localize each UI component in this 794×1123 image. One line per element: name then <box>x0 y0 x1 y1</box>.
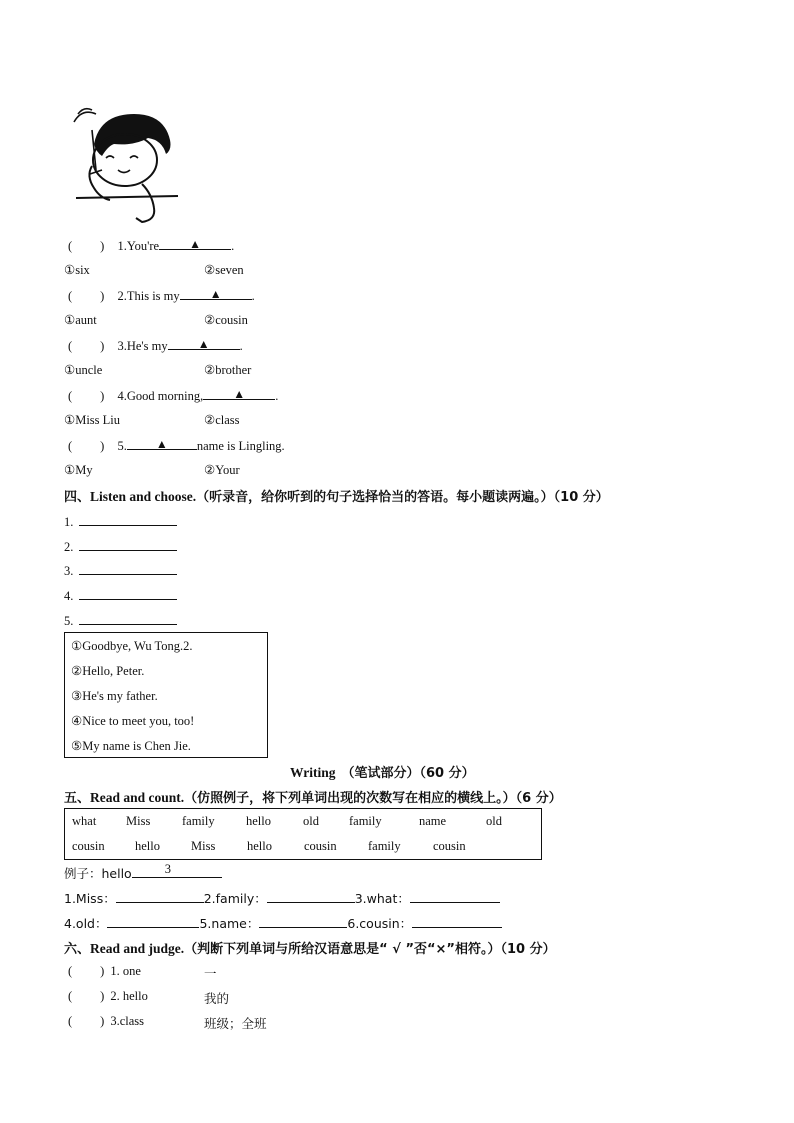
word: hello <box>246 814 271 828</box>
answer-blank[interactable] <box>259 915 347 928</box>
option-b: ②seven <box>204 263 244 277</box>
word: Miss <box>126 814 151 828</box>
word: hello <box>135 839 160 853</box>
word: cousin <box>304 839 337 853</box>
triangle-marker: ▲ <box>197 337 210 351</box>
judge-meaning: 一 <box>204 966 217 981</box>
answer-blank[interactable] <box>168 337 240 350</box>
judge-meaning: 班级；全班 <box>204 1016 267 1031</box>
answer-blank[interactable] <box>412 915 502 928</box>
option-a: ①My <box>64 463 93 477</box>
answer-blank[interactable] <box>107 915 199 928</box>
word: hello <box>247 839 272 853</box>
word: family <box>182 814 215 828</box>
judge-meaning: 我的 <box>204 991 230 1006</box>
section-title-read-and-count: 五、Read and count.（仿照例子，将下列单词出现的次数写在相应的横线上。）（6 分） <box>64 790 562 806</box>
triangle-marker: ▲ <box>209 287 222 301</box>
word: family <box>368 839 401 853</box>
triangle-marker: ▲ <box>189 237 202 251</box>
answer-blank[interactable] <box>79 562 177 575</box>
answer-blank[interactable] <box>267 890 355 903</box>
word: name <box>419 814 447 828</box>
choice-item: ⑤My name is Chen Jie. <box>71 739 191 753</box>
choice-item: ③He's my father. <box>71 689 158 703</box>
judge-item: ( ) 2. hello <box>68 989 148 1003</box>
answer-blank[interactable] <box>79 612 177 625</box>
writing-header: Writing （笔试部分）（60 分） <box>290 765 475 781</box>
word: old <box>486 814 502 828</box>
word: cousin <box>433 839 466 853</box>
triangle-marker: ▲ <box>155 437 168 451</box>
answer-blank[interactable] <box>180 287 252 300</box>
listening-kid-illustration <box>70 100 185 225</box>
answer-blank[interactable] <box>203 387 275 400</box>
answer-blank[interactable] <box>79 513 177 526</box>
example-line: 例子：hello 3 <box>64 864 222 882</box>
judge-item: ( ) 3.class <box>68 1014 145 1028</box>
option-a: ①aunt <box>64 313 97 327</box>
word: what <box>72 814 97 828</box>
count-row: 1.Miss： 2.family： 3.what： <box>64 889 500 907</box>
option-b: ②brother <box>204 363 252 377</box>
triangle-marker: ▲ <box>233 387 246 401</box>
option-a: ①uncle <box>64 363 103 377</box>
question-item: ( ) 5. ▲ name is Lingling. <box>68 437 285 453</box>
question-item: ( ) 2.This is my ▲ . <box>68 287 255 303</box>
option-a: ①Miss Liu <box>64 413 121 427</box>
option-b: ②Your <box>204 463 240 477</box>
word: Miss <box>191 839 216 853</box>
question-item: ( ) 4.Good morning, ▲ . <box>68 387 279 403</box>
answer-blank[interactable] <box>79 587 177 600</box>
count-row: 4.old： 5.name： 6.cousin： <box>64 914 502 932</box>
answer-blank[interactable] <box>127 437 197 450</box>
word: old <box>303 814 319 828</box>
judge-item: ( ) 1. one <box>68 964 141 978</box>
option-b: ②class <box>204 413 240 427</box>
answer-line: 4. <box>64 587 177 604</box>
answer-blank[interactable] <box>410 890 500 903</box>
word: family <box>349 814 382 828</box>
answer-line: 3. <box>64 562 177 579</box>
answer-line: 5. <box>64 612 177 629</box>
answer-blank[interactable] <box>79 538 177 551</box>
section-title-listen-and-choose: 四、Listen and choose.（听录音，给你听到的句子选择恰当的答语。每小题读两遍。）（10 分） <box>64 489 609 505</box>
word: cousin <box>72 839 105 853</box>
option-b: ②cousin <box>204 313 248 327</box>
choice-item: ①Goodbye, Wu Tong.2. <box>71 639 193 653</box>
section-title-read-and-judge: 六、Read and judge.（判断下列单词与所给汉语意思是“ √ ”否“×”相符。）（10 分） <box>64 941 556 957</box>
question-item: ( ) 3.He's my ▲ . <box>68 337 243 353</box>
answer-blank[interactable] <box>159 237 231 250</box>
answer-line: 2. <box>64 538 177 555</box>
answer-blank[interactable] <box>116 890 204 903</box>
answer-line: 1. <box>64 513 177 530</box>
option-a: ①six <box>64 263 90 277</box>
choice-item: ②Hello, Peter. <box>71 664 145 678</box>
example-blank: 3 <box>132 865 222 878</box>
choice-item: ④Nice to meet you, too! <box>71 714 195 728</box>
question-item: ( ) 1.You're ▲ . <box>68 237 235 253</box>
